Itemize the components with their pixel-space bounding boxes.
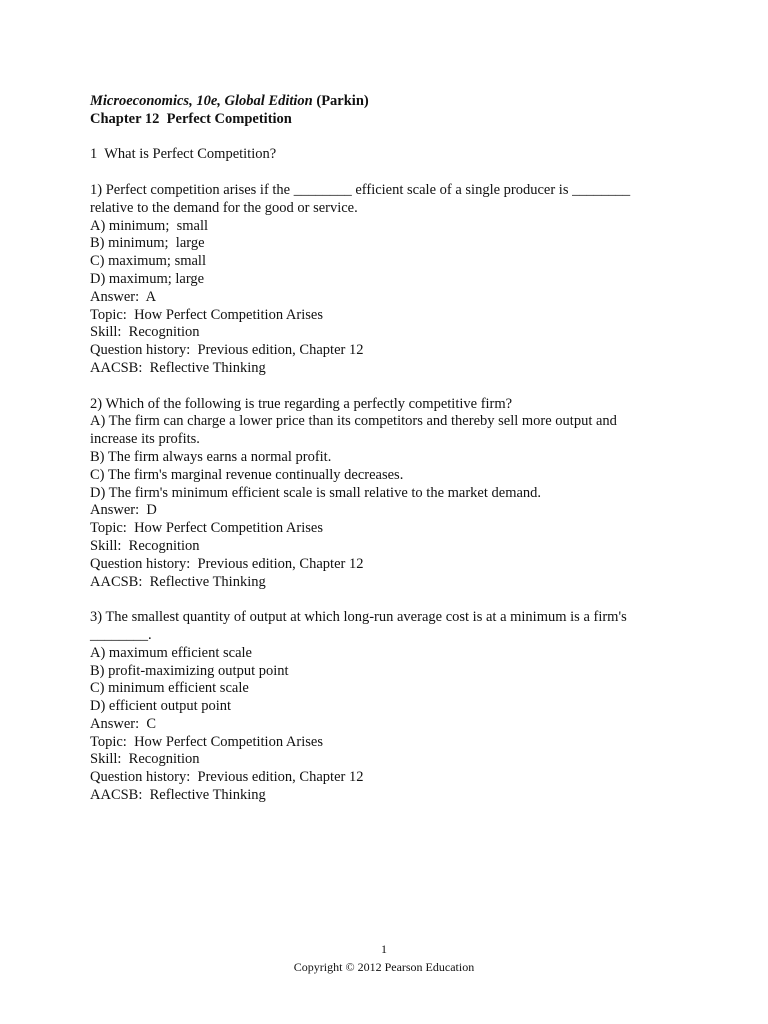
book-author: (Parkin) [316,93,369,109]
question-stem-line: 2) Which of the following is true regarding a perfectly competitive firm? [90,395,513,412]
aacsb-line: AACSB: Reflective Thinking [90,787,266,804]
answer-option: B) profit-maximizing output point [90,662,289,679]
question-stem-line: 3) The smallest quantity of output at which long-run average cost is at a minimum is a firm's [90,609,627,626]
document-page [90,93,680,805]
answer-key: Answer: C [90,715,157,732]
page-number: 1 [381,942,387,956]
answer-option: B) minimum; large [90,235,205,252]
question-stem-line: ________. [90,626,152,643]
answer-option: D) maximum; large [90,270,205,287]
answer-option: C) minimum efficient scale [90,680,249,697]
answer-key: Answer: A [90,288,157,305]
book-title: Microeconomics, 10e, Global Edition [90,93,313,109]
answer-key: Answer: D [90,502,157,519]
history-line: Question history: Previous edition, Chapter 12 [90,769,364,786]
answer-option: D) The firm's minimum efficient scale is small relative to the market demand. [90,484,542,501]
question-stem-line: relative to the demand for the good or service. [90,199,358,216]
answer-option: C) maximum; small [90,253,206,270]
topic-line: Topic: How Perfect Competition Arises [90,306,323,323]
answer-option: A) minimum; small [90,217,209,234]
question-stem-line: 1) Perfect competition arises if the ________ efficient scale of a single producer is ________ [90,181,631,198]
chapter-title: Chapter 12 Perfect Competition [90,110,292,127]
answer-option: A) maximum efficient scale [90,644,252,661]
topic-line: Topic: How Perfect Competition Arises [90,520,323,537]
aacsb-line: AACSB: Reflective Thinking [90,359,266,376]
copyright-notice: Copyright © 2012 Pearson Education [293,960,475,974]
answer-option: D) efficient output point [90,698,232,715]
answer-option-continuation: increase its profits. [90,431,200,448]
book-header [90,93,680,111]
answer-option: B) The firm always earns a normal profit. [90,448,332,465]
answer-option: A) The firm can charge a lower price than its competitors and thereby sell more output and [90,413,617,430]
history-line: Question history: Previous edition, Chapter 12 [90,342,364,359]
skill-line: Skill: Recognition [90,751,200,768]
history-line: Question history: Previous edition, Chapter 12 [90,555,364,572]
aacsb-line: AACSB: Reflective Thinking [90,573,266,590]
question-1 [90,182,680,378]
question-2 [90,396,680,592]
section-heading: 1 What is Perfect Competition? [90,146,277,163]
answer-option: C) The firm's marginal revenue continually decreases. [90,466,404,483]
skill-line: Skill: Recognition [90,324,200,341]
skill-line: Skill: Recognition [90,537,200,554]
question-3 [90,609,680,805]
topic-line: Topic: How Perfect Competition Arises [90,733,323,750]
